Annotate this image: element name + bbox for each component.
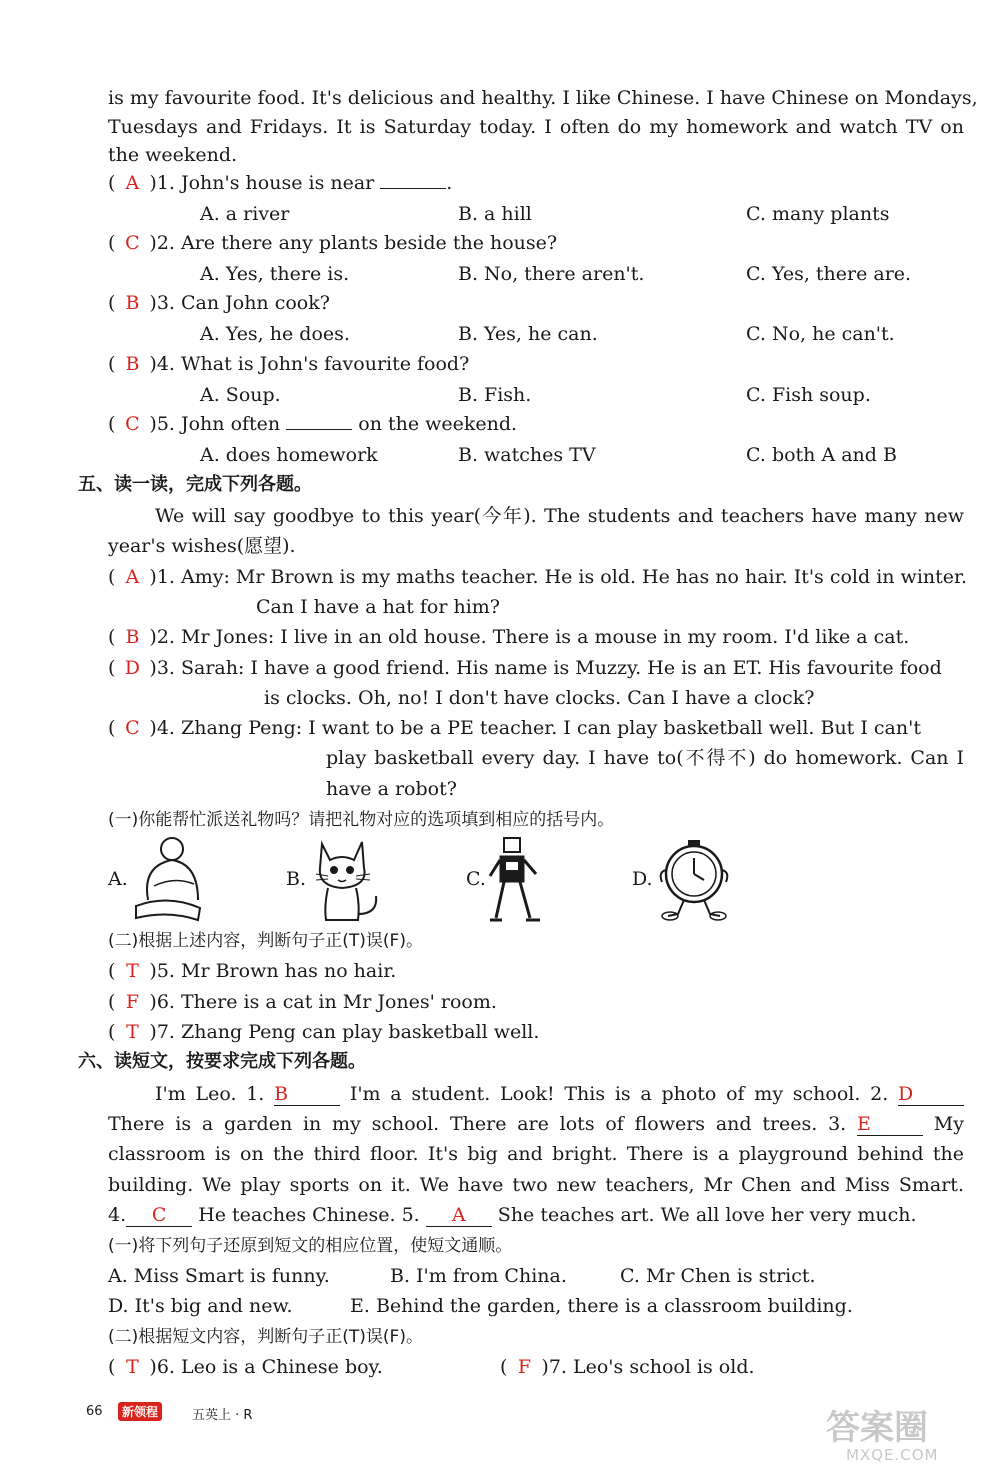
wish-3-cont: is clocks. Oh, no! I don't have clocks. Can I have a clock?: [264, 687, 815, 709]
passage-line-1: is my favourite food. It's delicious and healthy. I like Chinese. I have Chinese on Mondays,: [108, 87, 978, 109]
pic-label-c: C.: [466, 868, 486, 890]
pic-label-b: B.: [286, 868, 307, 890]
section-6-sub-2: (二)根据短文内容，判断句子正(T)误(F)。: [108, 1327, 423, 1347]
section-6-sub-1: (一)将下列句子还原到短文的相应位置，使短文通顺。: [108, 1236, 513, 1256]
tf-7: ( T )7. Zhang Peng can play basketball well.: [108, 1021, 540, 1043]
wish-4-cont-2: have a robot?: [326, 778, 457, 800]
section-5-heading: 五、读一读，完成下列各题。: [78, 474, 312, 495]
option-b: B. Yes, he can.: [458, 323, 598, 345]
option-a: A. a river: [200, 203, 290, 225]
answer-mark: F: [517, 1356, 532, 1378]
hat-icon: [132, 836, 204, 922]
passage-6-line-4: building. We play sports on it. We have two new teachers, Mr Chen and Miss Smart.: [108, 1174, 964, 1196]
option-a: A. Yes, he does.: [200, 323, 350, 345]
pic-label-a: A.: [108, 868, 128, 890]
blank-4: C: [126, 1204, 192, 1227]
tf-6: ( F )6. There is a cat in Mr Jones' room.: [108, 991, 497, 1013]
passage-6-line-3: classroom is on the third floor. It's big and bright. There is a playground behind the: [108, 1143, 964, 1165]
passage-line-2: Tuesdays and Fridays. It is Saturday today. I often do my homework and watch TV on: [108, 116, 964, 138]
answer-mark: B: [125, 353, 140, 375]
wish-1: ( A )1. Amy: Mr Brown is my maths teacher. He is old. He has no hair. It's cold in winter.: [108, 566, 968, 588]
answer-mark: A: [125, 566, 140, 588]
wish-3: ( D )3. Sarah: I have a good friend. His name is Muzzy. He is an ET. His favourite food: [108, 657, 942, 679]
wish-4-cont-1: play basketball every day. I have to(不得不) do homework. Can I: [326, 747, 964, 769]
blank-line: [286, 429, 352, 430]
option-c: C. both A and B: [746, 444, 897, 466]
wish-4: ( C )4. Zhang Peng: I want to be a PE teacher. I can play basketball well. But I can't: [108, 717, 921, 739]
tf-7-leo: ( F )7. Leo's school is old.: [500, 1356, 755, 1378]
choice-e: E. Behind the garden, there is a classroom building.: [350, 1295, 853, 1317]
section-6-heading: 六、读短文，按要求完成下列各题。: [78, 1051, 366, 1072]
blank-5: A: [426, 1204, 492, 1227]
option-b: B. Fish.: [458, 384, 532, 406]
answer-mark: D: [124, 657, 141, 679]
answer-mark: B: [125, 626, 140, 648]
answer-mark: T: [126, 1021, 139, 1043]
question-3: ( B )3. Can John cook?: [108, 292, 330, 314]
answer-mark: A: [125, 172, 140, 194]
clock-icon: [656, 834, 732, 922]
answer-mark: T: [126, 1356, 139, 1378]
passage-6-line-1: I'm Leo. 1. B I'm a student. Look! This is a photo of my school. 2. D: [155, 1081, 964, 1107]
cat-icon: [312, 834, 384, 924]
question-1: ( A )1. John's house is near .: [108, 172, 453, 194]
section-5-sub-1: (一)你能帮忙派送礼物吗？请把礼物对应的选项填到相应的括号内。: [108, 810, 615, 830]
tf-5: ( T )5. Mr Brown has no hair.: [108, 960, 397, 982]
option-b: B. watches TV: [458, 444, 596, 466]
answer-mark: T: [126, 960, 139, 982]
option-c: C. No, he can't.: [746, 323, 895, 345]
option-c: C. Yes, there are.: [746, 263, 912, 285]
option-b: B. No, there aren't.: [458, 263, 645, 285]
answer-mark: B: [125, 292, 140, 314]
section-5-sub-2: (二)根据上述内容，判断句子正(T)误(F)。: [108, 931, 423, 951]
passage-6-line-2: There is a garden in my school. There are lots of flowers and trees. 3. E My: [108, 1113, 964, 1135]
choice-c: C. Mr Chen is strict.: [620, 1265, 816, 1287]
option-c: C. Fish soup.: [746, 384, 871, 406]
answer-mark: F: [125, 991, 140, 1013]
book-label: 五英上 · R: [192, 1408, 253, 1423]
option-c: C. many plants: [746, 203, 890, 225]
option-a: A. Soup.: [200, 384, 281, 406]
watermark-url: MXQE.COM: [846, 1446, 939, 1464]
option-b: B. a hill: [458, 203, 532, 225]
page-number: 66: [86, 1404, 103, 1419]
passage-6-line-5: 4. C He teaches Chinese. 5. A She teaches art. We all love her very much.: [108, 1204, 917, 1226]
watermark-logo: 答案圈: [826, 1408, 928, 1448]
robot-icon: [486, 834, 546, 924]
pic-label-d: D.: [632, 868, 653, 890]
answer-mark: C: [125, 717, 140, 739]
tf-6-leo: ( T )6. Leo is a Chinese boy.: [108, 1356, 383, 1378]
section-5-intro-2: year's wishes(愿望).: [108, 535, 296, 557]
answer-mark: C: [125, 232, 140, 254]
section-5-intro-1: We will say goodbye to this year(今年). The students and teachers have many new: [155, 505, 964, 527]
option-a: A. does homework: [200, 444, 378, 466]
wish-1-cont: Can I have a hat for him?: [256, 596, 500, 618]
choice-a: A. Miss Smart is funny.: [108, 1265, 330, 1287]
answer-mark: C: [125, 413, 140, 435]
question-4: ( B )4. What is John's favourite food?: [108, 353, 470, 375]
choice-d: D. It's big and new.: [108, 1295, 293, 1317]
blank-1: B: [274, 1083, 340, 1106]
option-a: A. Yes, there is.: [200, 263, 350, 285]
blank-3: E: [857, 1113, 923, 1136]
brand-logo: 新领程: [118, 1402, 162, 1421]
question-2: ( C )2. Are there any plants beside the house?: [108, 232, 558, 254]
blank-2: D: [898, 1083, 964, 1106]
choice-b: B. I'm from China.: [390, 1265, 567, 1287]
passage-line-3: the weekend.: [108, 144, 238, 166]
blank-line: [380, 188, 446, 189]
wish-2: ( B )2. Mr Jones: I live in an old house. There is a mouse in my room. I'd like a cat.: [108, 626, 910, 648]
question-5: ( C )5. John often on the weekend.: [108, 413, 518, 435]
